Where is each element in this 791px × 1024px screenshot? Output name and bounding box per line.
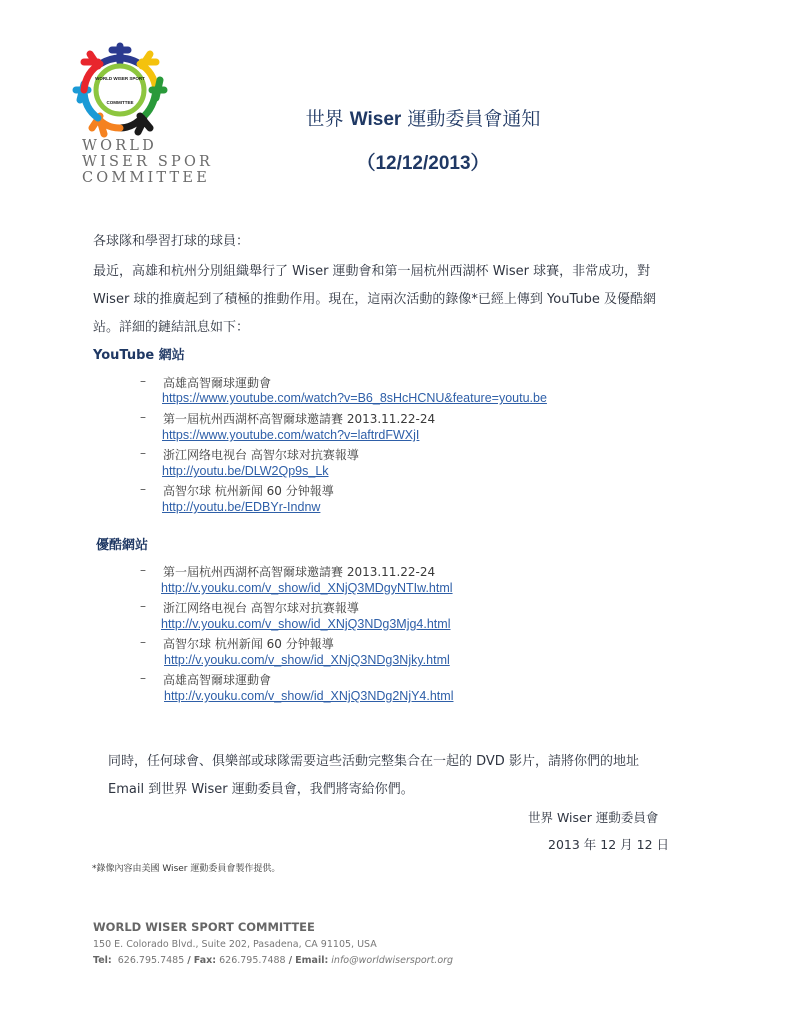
youtube-link[interactable]: https://www.youtube.com/watch?v=laftrdFWXjI (162, 428, 420, 442)
title-latin: Wiser (349, 109, 402, 130)
paragraph-line-3: 站。詳細的鏈結訊息如下： (93, 320, 250, 335)
youtube-link[interactable]: http://youtu.be/EDBYr-Indnw (162, 500, 321, 514)
fax-label: Fax: (193, 955, 217, 966)
list-item-label: 高智尔球 杭州新闻 60 分钟報導 (163, 637, 334, 651)
footer-address: 150 E. Colorado Blvd., Suite 202, Pasadena, CA 91105, USA (93, 939, 377, 950)
list-dash: – (140, 635, 146, 649)
closing-line-2: Email 到世界 Wiser 運動委員會，我們將寄給你們。 (108, 782, 414, 797)
title-suffix: 運動委員會通知 (401, 108, 541, 130)
list-item-label: 高雄高智爾球運動會 (163, 673, 272, 687)
signature-org: 世界 Wiser 運動委員會 (528, 810, 659, 825)
list-dash: – (140, 671, 146, 685)
list-dash: – (140, 374, 146, 388)
list-dash: – (140, 482, 146, 496)
paragraph-line-1: 最近，高雄和杭州分別組織舉行了 Wiser 運動會和第一屆杭州西湖杯 Wiser 球賽，非常成功，對 (93, 264, 651, 279)
youtube-link[interactable]: http://youtu.be/DLW2Qp9s_Lk (162, 464, 329, 478)
page-title (0, 104, 791, 131)
footer-org-name: WORLD WISER SPORT COMMITTEE (93, 920, 315, 934)
separator: / (288, 955, 293, 966)
youtube-section-heading: YouTube 網站 (93, 348, 185, 363)
fax-value: 626.795.7488 (219, 955, 286, 966)
notice-date: （12/12/2013） (356, 153, 490, 174)
youku-link[interactable]: http://v.youku.com/v_show/id_XNjQ3MDgyNTIw.html (161, 581, 453, 595)
list-item-label: 高雄高智爾球運動會 (163, 376, 272, 390)
list-dash: – (140, 410, 146, 424)
list-item-label: 第一屆杭州西湖杯高智爾球邀請賽 2013.11.22-24 (163, 565, 436, 579)
youtube-link[interactable]: https://www.youtube.com/watch?v=B6_8sHcHCNU&feature=youtu.be (162, 391, 547, 405)
youku-link[interactable]: http://v.youku.com/v_show/id_XNjQ3NDg3Mjg4.html (161, 617, 451, 631)
email-label: Email: (295, 955, 329, 966)
footnote: *錄像內容由美國 Wiser 運動委員會製作提供。 (92, 864, 281, 874)
tel-label: Tel: (93, 955, 112, 966)
youku-section-heading: 優酷網站 (96, 538, 149, 553)
list-item-label: 第一屆杭州西湖杯高智爾球邀請賽 2013.11.22-24 (163, 412, 436, 426)
salutation: 各球隊和學習打球的球員： (93, 234, 250, 249)
closing-line-1: 同時，任何球會、俱樂部或球隊需要這些活動完整集合在一起的 DVD 影片，請將你們的地址 (108, 754, 639, 769)
logo-line-3: COMMITTEE (82, 170, 210, 186)
list-dash: – (140, 446, 146, 460)
footer-contact (93, 955, 453, 966)
list-item-label: 浙江网络电视台 高智尔球对抗赛報導 (163, 448, 359, 462)
svg-text:COMMITTEE: COMMITTEE (106, 100, 134, 105)
youku-link[interactable]: http://v.youku.com/v_show/id_XNjQ3NDg3Njky.html (164, 653, 450, 667)
list-dash: – (140, 563, 146, 577)
svg-text:WORLD WISER SPORT: WORLD WISER SPORT (95, 76, 145, 81)
title-prefix: 世界 (305, 108, 350, 130)
email-link[interactable]: info@worldwisersport.org (331, 955, 454, 966)
tel-value: 626.795.7485 (117, 955, 185, 966)
list-item-label: 高智尔球 杭州新闻 60 分钟報導 (163, 484, 334, 498)
paragraph-line-2: Wiser 球的推廣起到了積極的推動作用。現在，這兩次活動的錄像*已經上傳到 YouTube 及優酷網 (93, 292, 657, 307)
list-item-label: 浙江网络电视台 高智尔球对抗赛報導 (163, 601, 359, 615)
signature-date: 2013 年 12 月 12 日 (548, 837, 669, 852)
logo-line-2: WISER SPOR (82, 154, 214, 170)
list-dash: – (140, 599, 146, 613)
separator: / (187, 955, 191, 966)
youku-link[interactable]: http://v.youku.com/v_show/id_XNjQ3NDg2NjY4.html (164, 689, 454, 703)
logo-line-1: WORLD (82, 138, 157, 154)
